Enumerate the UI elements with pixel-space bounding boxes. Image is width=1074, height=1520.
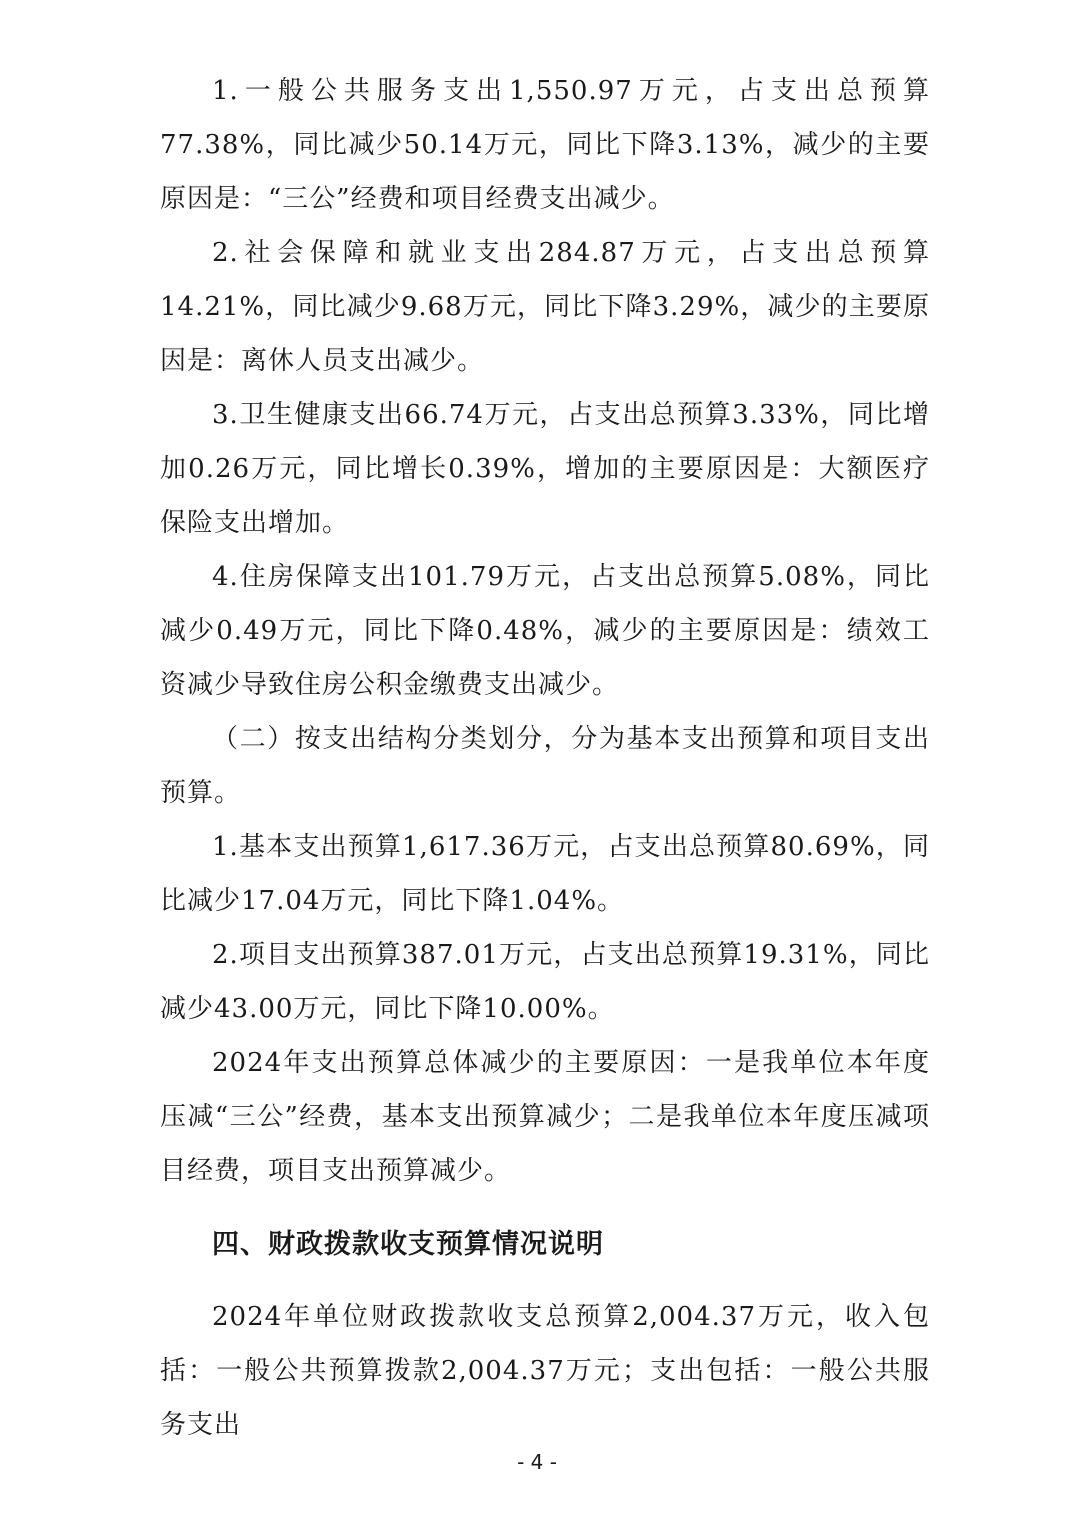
paragraph-basic-expenditure: 1.基本支出预算1,617.36万元，占支出总预算80.69%，同比减少17.04万元，同比下降1.04%。 — [160, 832, 930, 916]
section-heading: 四、财政拨款收支预算情况说明 — [212, 1229, 604, 1260]
paragraph-structure-classification: （二）按支出结构分类划分，分为基本支出预算和项目支出预算。 — [160, 724, 930, 808]
page-number: - 4 - — [517, 1450, 557, 1474]
paragraph-social-security: 2.社会保障和就业支出284.87万元，占支出总预算14.21%，同比减少9.68万元，同比下降3.29%，减少的主要原因是：离休人员支出减少。 — [160, 238, 930, 376]
paragraph-fiscal-appropriation: 2024年单位财政拨款收支总预算2,004.37万元，收入包括：一般公共预算拨款2,004.37万元；支出包括：一般公共服务支出 — [160, 1302, 930, 1440]
paragraph-health: 3.卫生健康支出66.74万元，占支出总预算3.33%，同比增加0.26万元，同比增长0.39%，增加的主要原因是：大额医疗保险支出增加。 — [160, 400, 930, 538]
paragraph-project-expenditure: 2.项目支出预算387.01万元，占支出总预算19.31%，同比减少43.00万元，同比下降10.00%。 — [160, 940, 930, 1024]
document-body — [160, 64, 930, 1452]
paragraph-decrease-reasons: 2024年支出预算总体减少的主要原因：一是我单位本年度压减“三公”经费，基本支出预算减少；二是我单位本年度压减项目经费，项目支出预算减少。 — [160, 1048, 930, 1186]
paragraph-housing: 4.住房保障支出101.79万元，占支出总预算5.08%，同比减少0.49万元，同比下降0.48%，减少的主要原因是：绩效工资减少导致住房公积金缴费支出减少。 — [160, 562, 930, 700]
paragraph-general-public-service: 1.一般公共服务支出1,550.97万元，占支出总预算77.38%，同比减少50.14万元，同比下降3.13%，减少的主要原因是：“三公”经费和项目经费支出减少。 — [160, 76, 930, 214]
